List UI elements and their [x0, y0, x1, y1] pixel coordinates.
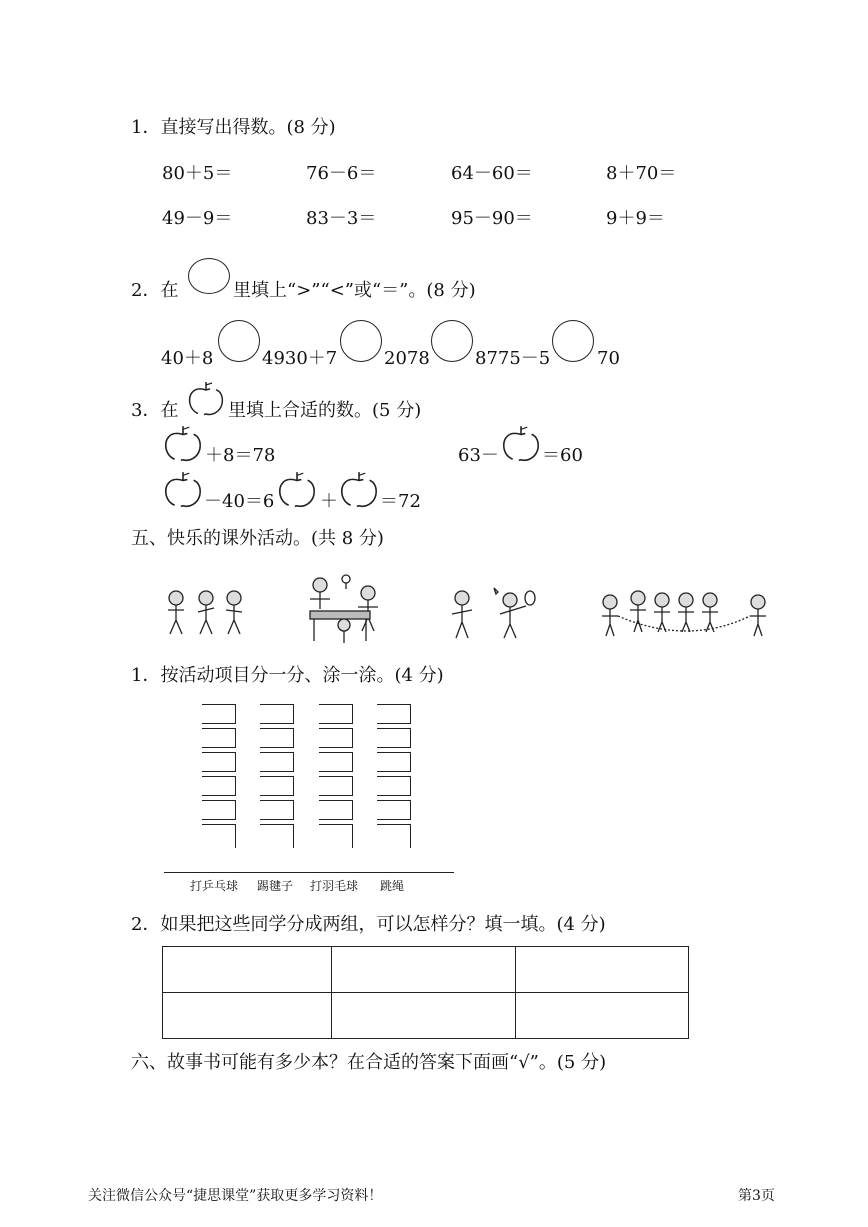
q3-eq-3: －40＝6 [204, 491, 275, 512]
tally-box[interactable] [202, 704, 236, 724]
tally-box[interactable] [377, 752, 411, 772]
q1-expr-6: 83－3＝ [306, 208, 377, 229]
q1-expr-8: 9＋9＝ [606, 208, 665, 229]
tally-box[interactable] [319, 752, 353, 772]
q1-title: 1．直接写出得数。(8 分) [131, 117, 336, 138]
s5q2-title: 2．如果把这些同学分成两组，可以怎样分？填一填。(4 分) [131, 914, 606, 935]
table-cell[interactable] [516, 993, 689, 1039]
footer-note: 关注微信公众号“捷思课堂”获取更多学习资料！ [88, 1188, 383, 1204]
table-cell[interactable] [332, 947, 516, 993]
q2-item-3: 2078 [384, 348, 430, 369]
q1-expr-5: 49－9＝ [162, 208, 233, 229]
tally-box[interactable] [319, 704, 353, 724]
table-cell[interactable] [516, 947, 689, 993]
jump-rope-illustration [600, 588, 768, 640]
q2-item-2: 4930＋7 [262, 348, 338, 369]
tally-box[interactable] [319, 776, 353, 796]
q1-expr-3: 64－60＝ [451, 163, 533, 184]
tally-box[interactable] [260, 776, 294, 796]
q1-expr-1: 80＋5＝ [162, 163, 233, 184]
table-cell[interactable] [163, 947, 332, 993]
apple-answer-1[interactable] [162, 424, 204, 464]
table-cell[interactable] [163, 993, 332, 1039]
tally-box[interactable] [377, 776, 411, 796]
tally-box[interactable] [260, 704, 294, 724]
q1-expr-2: 76－6＝ [306, 163, 377, 184]
tally-box[interactable] [260, 728, 294, 748]
tally-box[interactable] [260, 752, 294, 772]
tally-box[interactable] [377, 824, 411, 848]
q2-item-5: 70 [597, 348, 620, 369]
tally-box[interactable] [260, 800, 294, 820]
tally-box[interactable] [319, 824, 353, 848]
page-number: 第3页 [738, 1188, 775, 1204]
q2-answer-circle-2[interactable] [340, 320, 382, 362]
apple-answer-5[interactable] [338, 470, 380, 510]
tally-box[interactable] [260, 824, 294, 848]
label-badminton: 打羽毛球 [310, 879, 359, 893]
tally-box[interactable] [202, 728, 236, 748]
q2-suffix: 里填上“>”“<”或“＝”。(8 分) [233, 280, 476, 301]
q2-circle-icon [188, 258, 230, 294]
tally-baseline [164, 872, 454, 873]
grouping-table [162, 946, 689, 1039]
s5q1-title: 1．按活动项目分一分、涂一涂。(4 分) [131, 665, 444, 686]
tally-box[interactable] [202, 824, 236, 848]
tally-box[interactable] [202, 752, 236, 772]
q3-suffix: 里填上合适的数。(5 分) [228, 400, 422, 421]
q3-plus: ＋ [320, 491, 338, 512]
q2-answer-circle-4[interactable] [552, 320, 594, 362]
q3-eq-1: ＋8＝78 [205, 445, 276, 466]
tally-box[interactable] [377, 728, 411, 748]
apple-answer-2[interactable] [500, 424, 542, 464]
apple-answer-3[interactable] [162, 470, 204, 510]
ping-pong-illustration [306, 573, 388, 645]
tally-box[interactable] [377, 704, 411, 724]
q3-eq-4: ＝72 [380, 491, 421, 512]
tally-box[interactable] [202, 800, 236, 820]
children-group-illustration [162, 588, 250, 640]
q1-expr-7: 95－90＝ [451, 208, 533, 229]
badminton-illustration [446, 584, 542, 642]
q3-eq-2-right: ＝60 [542, 445, 583, 466]
tally-box[interactable] [319, 728, 353, 748]
apple-icon [186, 380, 226, 418]
q2-answer-circle-1[interactable] [218, 320, 260, 362]
q1-expr-4: 8＋70＝ [606, 163, 677, 184]
tally-box[interactable] [377, 800, 411, 820]
q3-prefix: 3．在 [131, 400, 179, 421]
q2-item-1: 40＋8 [161, 348, 214, 369]
section6-title: 六、故事书可能有多少本？在合适的答案下面画“√”。(5 分) [131, 1052, 607, 1073]
tally-box[interactable] [202, 776, 236, 796]
label-ping-pong: 打乒乓球 [190, 879, 239, 893]
table-cell[interactable] [332, 993, 516, 1039]
q2-item-4: 8775－5 [475, 348, 551, 369]
section5-title: 五、快乐的课外活动。(共 8 分) [131, 528, 384, 549]
q2-answer-circle-3[interactable] [431, 320, 473, 362]
apple-answer-4[interactable] [276, 470, 318, 510]
q3-eq-2-left: 63－ [458, 445, 499, 466]
label-jump-rope: 跳绳 [380, 879, 405, 893]
q2-prefix: 2．在 [131, 280, 179, 301]
label-shuttlecock: 踢毽子 [257, 879, 294, 893]
tally-box[interactable] [319, 800, 353, 820]
